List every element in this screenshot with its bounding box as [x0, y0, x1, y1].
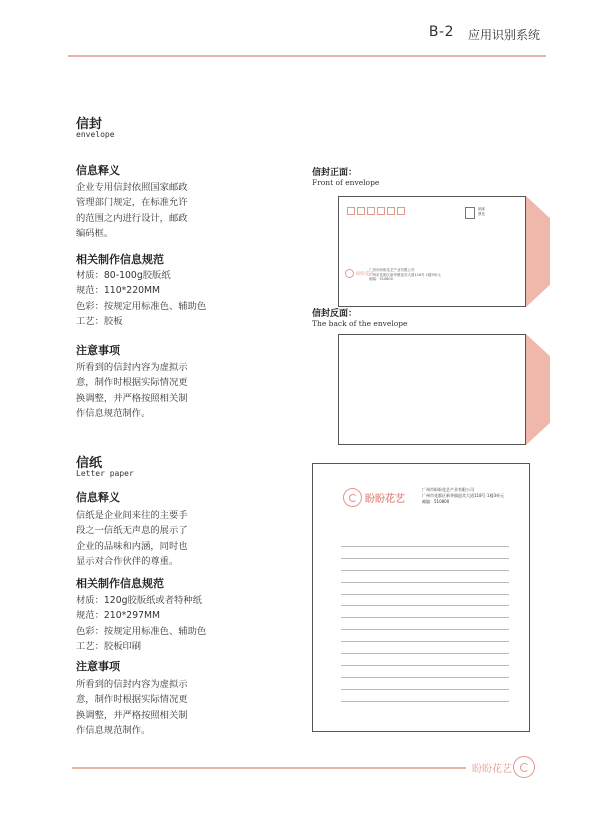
- writing-line: [341, 605, 509, 606]
- postcode-box: [387, 207, 395, 215]
- postcode-box: [397, 207, 405, 215]
- writing-line: [341, 665, 509, 666]
- footer-rule: [72, 767, 466, 769]
- letter-paper-sheet: [312, 463, 530, 732]
- writing-line: [341, 689, 509, 690]
- envelope-address: 广州市盼盼花艺产业有限公司 广州市花都区新华镇迎宾大道118号 1楼3单元 邮编：510800: [369, 268, 441, 282]
- envelope-brand: 盼盼花艺: [356, 271, 374, 277]
- footer-brand: 盼盼花艺: [472, 764, 512, 775]
- letter-spec-text: 材质：120g胶版纸或者特种纸 规范：210*297MM 色彩：按规定用标准色、辅助色 工艺：胶板印刷: [76, 595, 207, 652]
- postcode-boxes: [347, 207, 405, 215]
- stamp-label: 贴邮 票处: [478, 207, 485, 216]
- postcode-box: [347, 207, 355, 215]
- envelope-front-flap: [526, 196, 550, 307]
- writing-line: [341, 570, 509, 571]
- envelope-notes-text: 所看到的信封内容为虚拟示 意，制作时根据实际情况更 换调整，并严格按照相关制 作信息规范制作。: [76, 362, 188, 419]
- stamp-box: [465, 207, 475, 219]
- letter-notes-text: 所看到的信封内容为虚拟示 意，制作时根据实际情况更 换调整，并严格按照相关制 作信息规范制作。: [76, 679, 188, 736]
- envelope-notes-heading: 注意事项: [76, 344, 120, 357]
- writing-line: [341, 617, 509, 618]
- envelope-back-caption: 信封反面：: [312, 309, 358, 319]
- page-section-title: 应用识别系统: [467, 28, 540, 42]
- writing-line: [341, 629, 509, 630]
- page-code: B-2: [428, 24, 454, 40]
- writing-line: [341, 546, 509, 547]
- letter-title: 信纸: [76, 456, 103, 471]
- letter-notes-heading: 注意事项: [76, 660, 120, 673]
- postcode-box: [377, 207, 385, 215]
- writing-line: [341, 641, 509, 642]
- postcode-box: [357, 207, 365, 215]
- letter-address: 广州市盼盼花艺产业有限公司 广州市花都区新华镇迎宾大道118号 1楼3单元 邮编：510800: [422, 487, 504, 504]
- envelope-front-caption: 信封正面：: [312, 168, 358, 178]
- writing-line: [341, 582, 509, 583]
- envelope-info-heading: 信息释义: [76, 164, 120, 177]
- envelope-spec-heading: 相关制作信息规范: [76, 253, 164, 266]
- flower-logo-icon: [513, 756, 535, 778]
- letter-logo: [343, 488, 405, 507]
- envelope-back-caption-en: The back of the envelope: [312, 319, 408, 328]
- writing-line: [341, 653, 509, 654]
- writing-line: [341, 558, 509, 559]
- envelope-title: 信封: [76, 117, 103, 132]
- letter-brand: 盼盼花艺: [365, 494, 405, 505]
- envelope-subtitle: envelope: [76, 130, 115, 139]
- flower-logo-icon: [343, 488, 362, 507]
- postcode-box: [367, 207, 375, 215]
- letter-info-heading: 信息释义: [76, 491, 120, 504]
- flower-logo-icon: [345, 269, 354, 278]
- envelope-back: [338, 334, 526, 445]
- writing-lines: [341, 546, 509, 712]
- writing-line: [341, 677, 509, 678]
- letter-subtitle: Letter paper: [76, 469, 134, 478]
- writing-line: [341, 594, 509, 595]
- header-rule: [68, 55, 546, 57]
- envelope-back-flap: [526, 334, 550, 445]
- letter-info-text: 信纸是企业间来往的主要手 段之一信纸无声息的展示了 企业的品味和内涵，同时也 显示对合作伙伴的尊重。: [76, 510, 188, 567]
- letter-spec-heading: 相关制作信息规范: [76, 577, 164, 590]
- envelope-front: [338, 196, 526, 307]
- writing-line: [341, 701, 509, 702]
- envelope-spec-text: 材质：80-100g胶版纸 规范：110*220MM 色彩：按规定用标准色、辅助色 工艺：胶板: [76, 270, 207, 327]
- envelope-front-caption-en: Front of envelope: [312, 178, 380, 187]
- envelope-info-text: 企业专用信封依照国家邮政 管理部门规定，在标准允许 的范围之内进行设计，邮政 编码框。: [76, 182, 188, 239]
